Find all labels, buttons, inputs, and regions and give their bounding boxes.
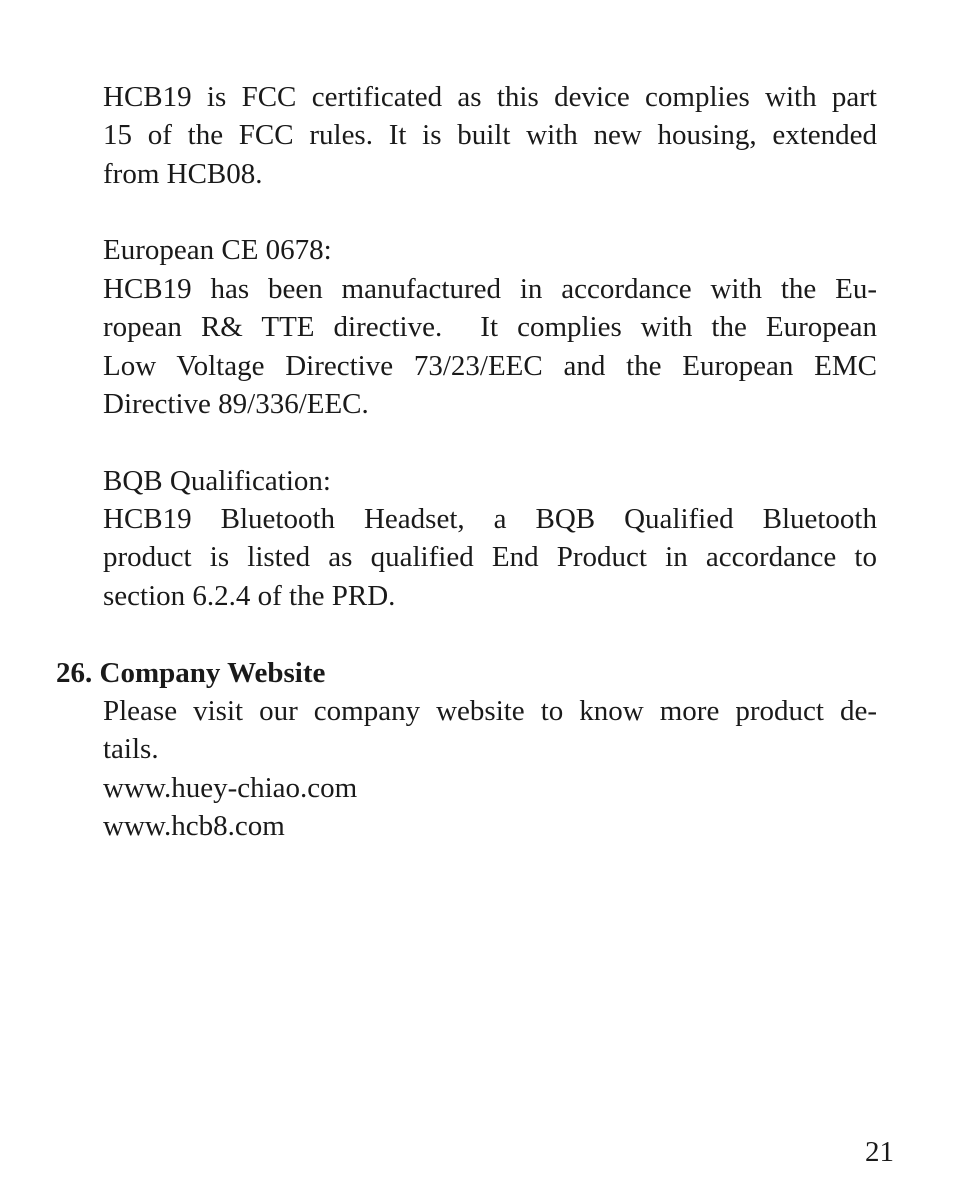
website-link-hcb8[interactable]: www.hcb8.com xyxy=(103,810,285,842)
fcc-paragraph xyxy=(103,78,877,193)
fcc-line: from HCB08. xyxy=(103,157,263,190)
ce-paragraph xyxy=(103,270,877,424)
bqb-heading: BQB Qualification: xyxy=(103,465,331,497)
website-paragraph xyxy=(103,692,877,769)
bqb-line: HCB19 Bluetooth Headset, a BQB Qualified Bluetooth xyxy=(103,503,877,535)
section-heading-company-website: 26. Company Website xyxy=(56,657,326,689)
ce-line: Low Voltage Directive 73/23/EEC and the European EMC xyxy=(103,349,877,382)
fcc-line: 15 of the FCC rules. It is built with new housing, extended xyxy=(103,119,877,152)
bqb-line: product is listed as qualified End Product in accordance to xyxy=(103,541,877,574)
bqb-paragraph xyxy=(103,500,877,615)
ce-line: HCB19 has been manufactured in accordance with the Eu- xyxy=(103,273,877,305)
page-number: 21 xyxy=(865,1136,894,1168)
website-link-huey-chiao[interactable]: www.huey-chiao.com xyxy=(103,772,358,804)
ce-heading: European CE 0678: xyxy=(103,234,332,266)
website-line: Please visit our company website to know more product de- xyxy=(103,695,877,727)
fcc-line: HCB19 is FCC certificated as this device complies with part xyxy=(103,81,877,113)
ce-line: Directive 89/336/EEC. xyxy=(103,388,369,421)
ce-line: ropean R& TTE directive. It complies with the European xyxy=(103,311,877,344)
bqb-line: section 6.2.4 of the PRD. xyxy=(103,579,396,612)
website-line: tails. xyxy=(103,733,159,766)
